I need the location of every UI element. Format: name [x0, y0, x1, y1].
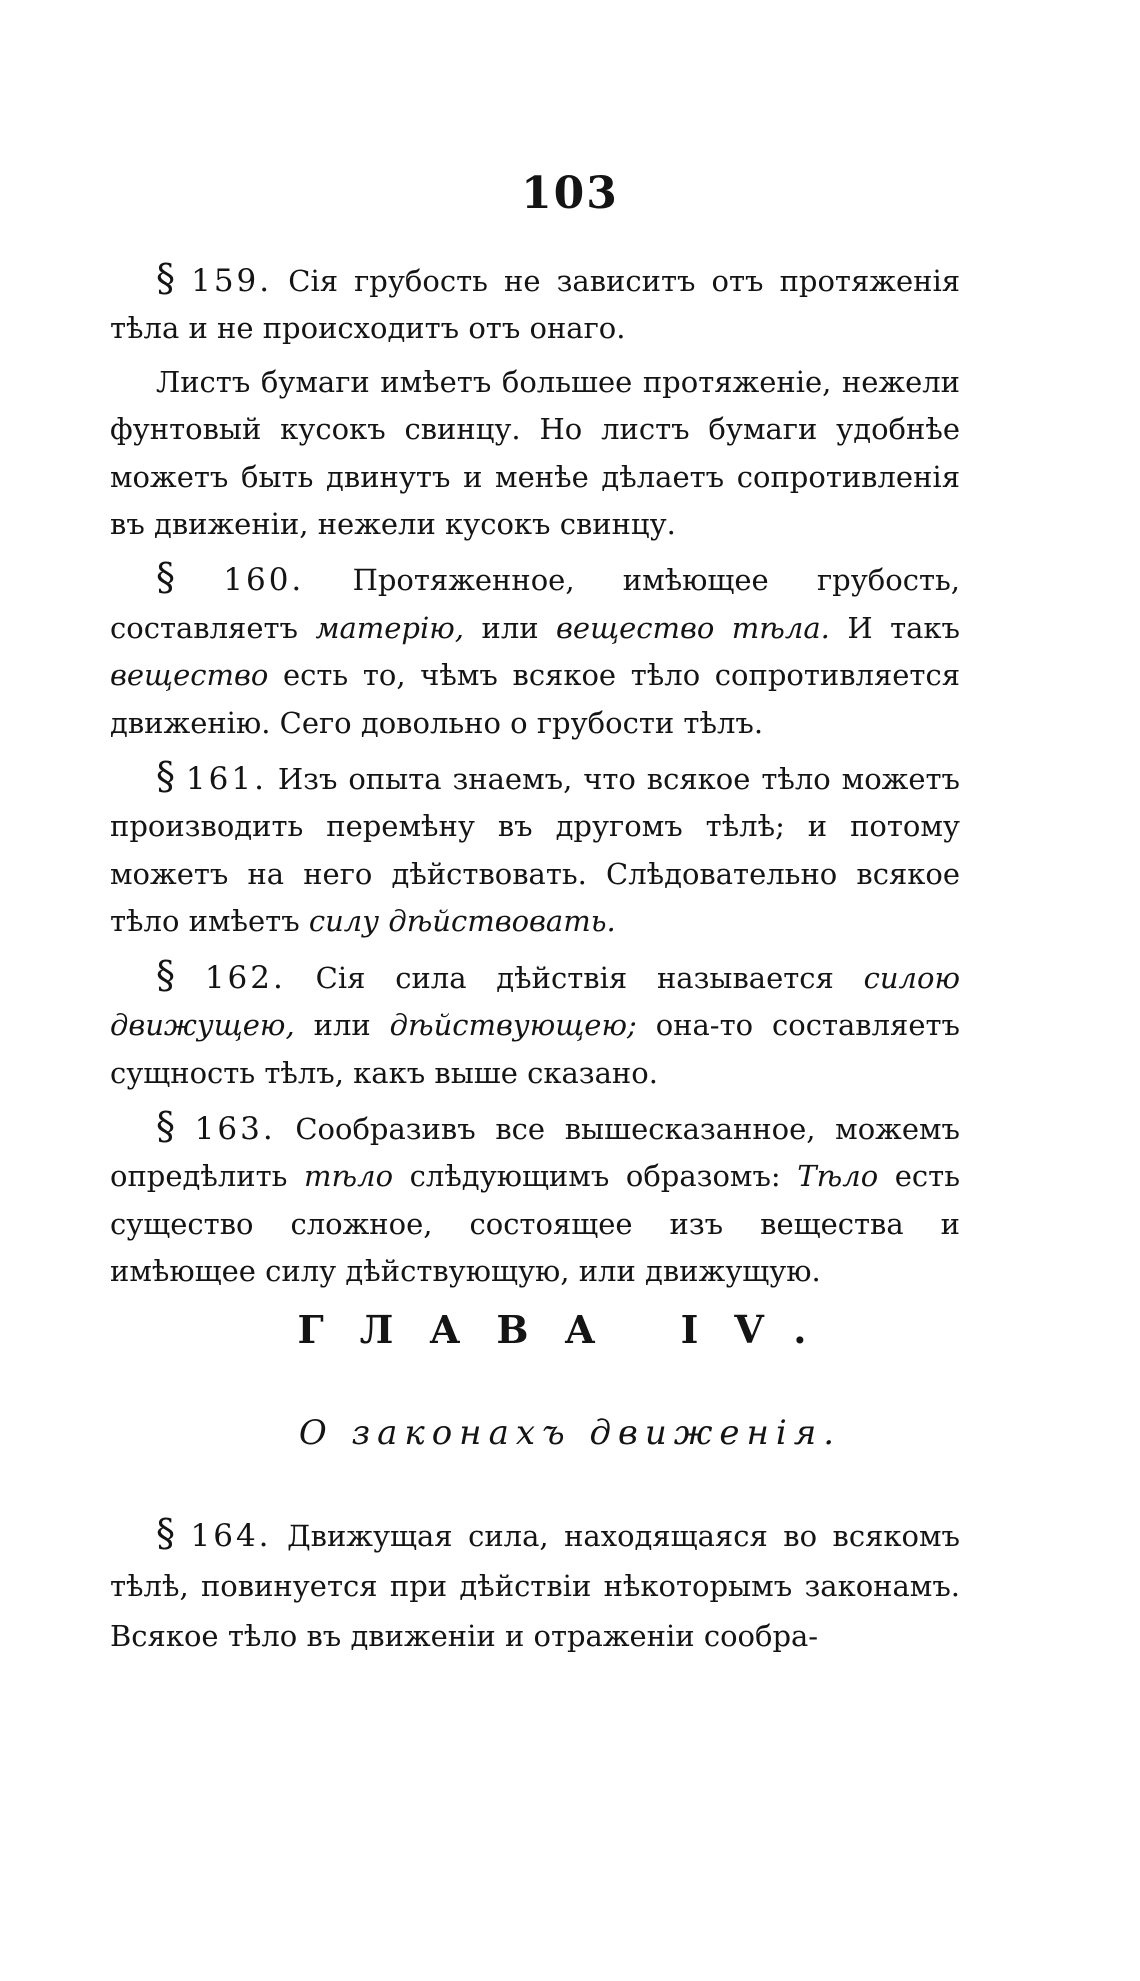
section-number: 160.	[223, 562, 305, 599]
section-number: 159.	[191, 263, 273, 299]
italic-term: Тѣло	[797, 1159, 879, 1194]
paragraph	[110, 359, 960, 549]
text-run: или	[464, 610, 557, 645]
text-run: Сія грубость не зависитъ отъ протяженія тѣла и не происходитъ отъ онаго.	[110, 264, 961, 346]
italic-term: силою движущею,	[110, 960, 961, 1043]
section-paragraph	[110, 952, 960, 1097]
italic-term: вещество	[110, 658, 269, 693]
section-paragraph	[110, 1508, 960, 1661]
section-paragraph	[110, 1103, 960, 1296]
chapter-heading: ГЛАВА IV.	[297, 1307, 843, 1352]
body-text-continued	[110, 1508, 960, 1661]
section-mark: §	[156, 754, 175, 799]
text-run: Движущая сила, находящаяся во всякомъ тѣлѣ, повинуется при дѣйствіи нѣкоторымъ законамъ. Всякое тѣло въ движеніи и отраженіи сообра-	[110, 1519, 961, 1653]
italic-term: матерію,	[315, 610, 465, 645]
section-number: 162.	[204, 959, 286, 996]
section-mark: §	[156, 952, 175, 997]
text-run: Сообразивъ все вышесказанное, можемъ опредѣлить	[110, 1111, 961, 1194]
section-mark: §	[156, 256, 175, 300]
text-run: слѣдующимъ образомъ:	[393, 1159, 798, 1194]
section-paragraph	[110, 554, 960, 747]
text-run: Протяженное, имѣющее грубость, составляетъ	[110, 563, 961, 645]
text-run: Изъ опыта знаемъ, что всякое тѣло можетъ производить перемѣну въ другомъ тѣлѣ; и потому можетъ на него дѣйствовать. Слѣдовательно всякое тѣло имѣетъ	[110, 762, 961, 939]
text-run: или	[294, 1008, 390, 1043]
italic-term: тѣло	[304, 1159, 394, 1194]
section-paragraph	[110, 255, 960, 353]
section-number: 164.	[190, 1518, 272, 1554]
text-run: она-то составляетъ сущность тѣлъ, какъ выше сказано.	[110, 1008, 960, 1090]
text-run: есть то, чѣмъ всякое тѣло сопротивляется движенію. Сего довольно о грубости тѣлъ.	[110, 658, 960, 740]
italic-term: силу дѣйствовать.	[308, 904, 616, 939]
text-run: есть существо сложное, состоящее изъ вещества и имѣющее силу дѣйствующую, или движущую.	[110, 1159, 960, 1289]
italic-term: дѣйствующею;	[389, 1008, 637, 1043]
page-number: 103	[521, 168, 619, 219]
section-paragraph	[110, 753, 960, 946]
text-run: И такъ	[829, 610, 960, 645]
section-number: 161.	[185, 761, 267, 798]
section-mark: §	[156, 555, 175, 600]
section-number: 163.	[194, 1110, 276, 1147]
chapter-subtitle: О законахъ движенія.	[298, 1413, 842, 1453]
body-text	[110, 255, 960, 1296]
text-run: Листъ бумаги имѣетъ большее протяженіе, нежели фунтовый кусокъ свинцу. Но листъ бумаги удобнѣе можетъ быть двинутъ и менѣе дѣлаетъ сопротивленія въ движеніи, нежели кусокъ свинцу.	[110, 364, 960, 542]
section-mark: §	[156, 1103, 175, 1148]
text-run: Сія сила дѣйствія называется	[315, 960, 864, 995]
section-mark: §	[156, 1511, 175, 1555]
italic-term: вещество тѣла.	[556, 610, 830, 645]
